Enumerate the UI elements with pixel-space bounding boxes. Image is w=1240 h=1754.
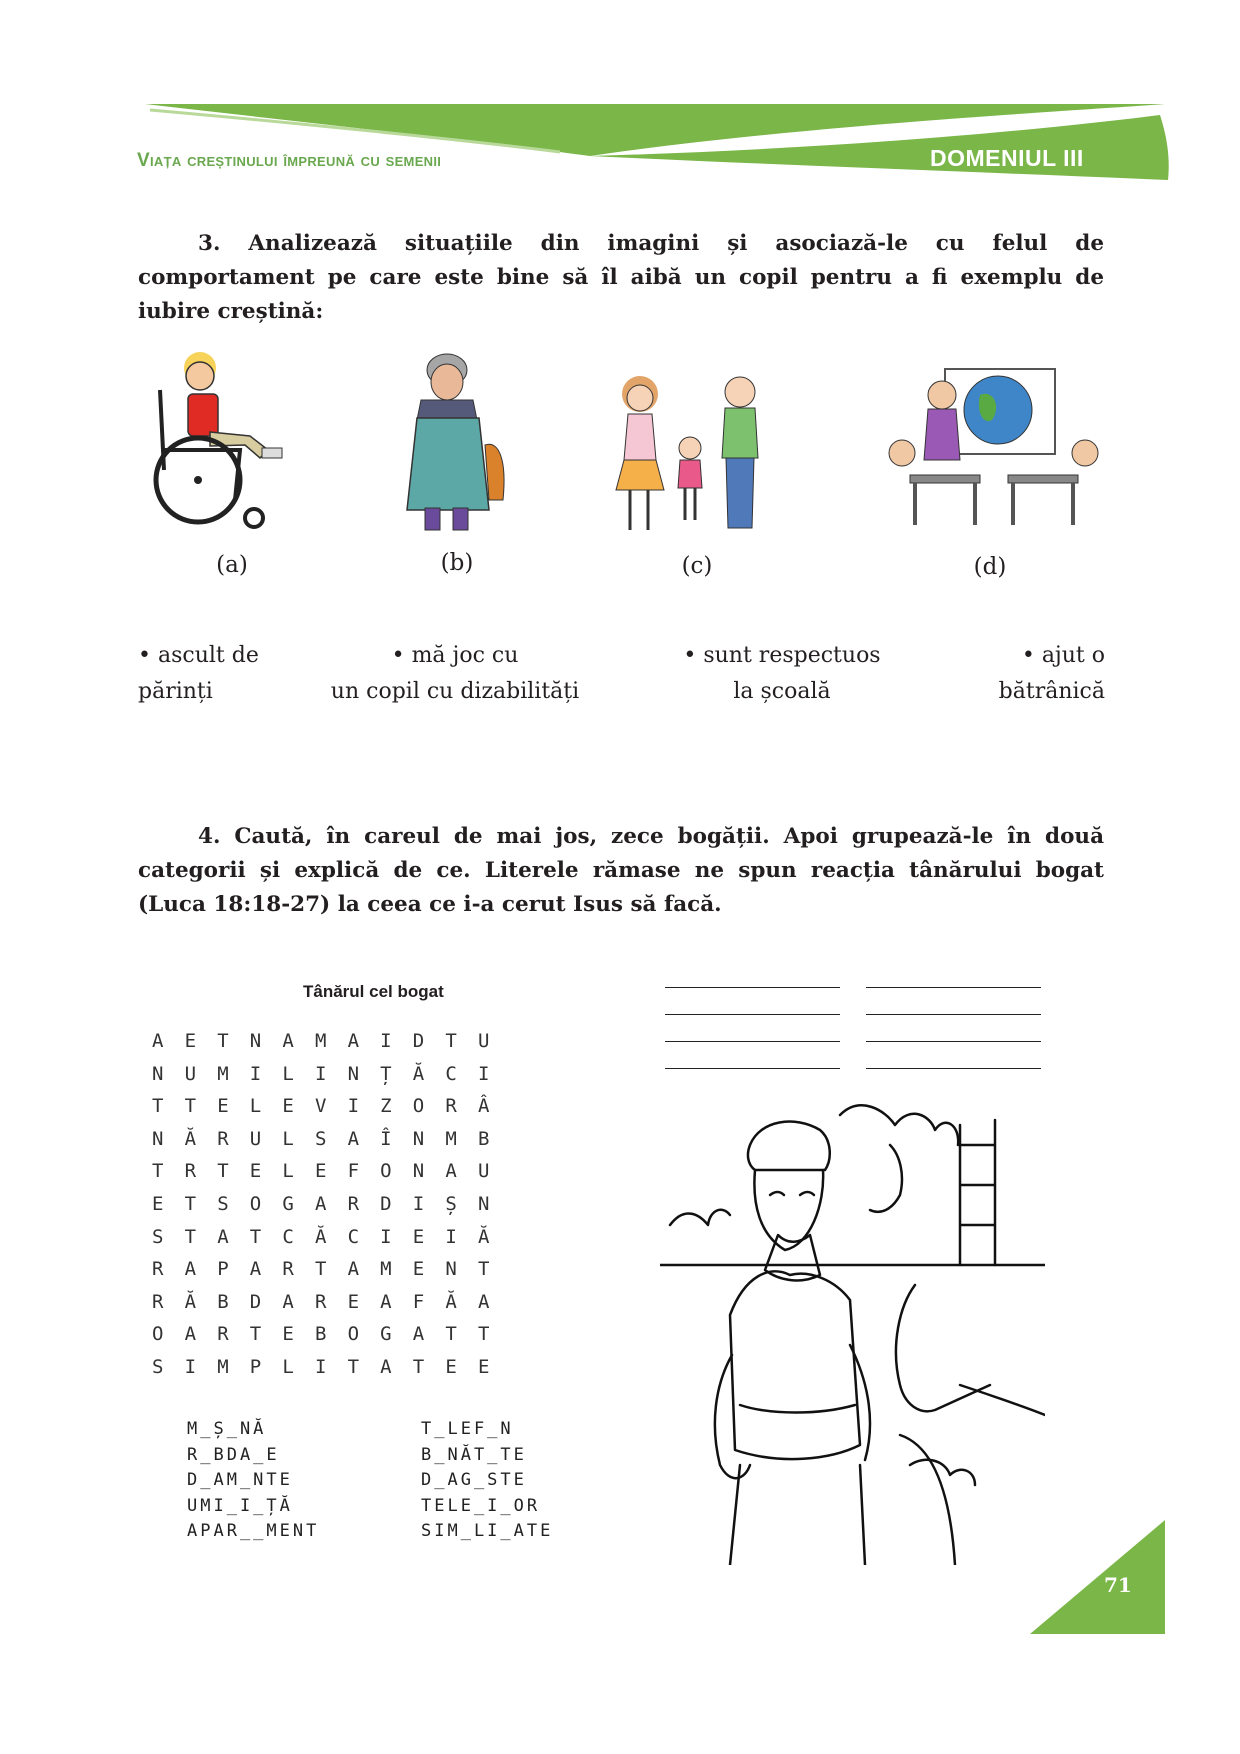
grid-cell[interactable]: A bbox=[412, 1323, 425, 1346]
grid-cell[interactable]: T bbox=[152, 1160, 164, 1183]
grid-cell[interactable]: I bbox=[477, 1062, 490, 1085]
hint: APAR__MENT bbox=[187, 1521, 320, 1541]
grid-cell[interactable]: A bbox=[380, 1290, 392, 1313]
grid-cell[interactable]: I bbox=[184, 1355, 197, 1378]
grid-cell[interactable]: N bbox=[249, 1030, 262, 1052]
answer-line[interactable] bbox=[866, 1014, 1041, 1015]
header-domain: DOMENIUL III bbox=[930, 145, 1084, 171]
grid-cell[interactable]: E bbox=[282, 1095, 294, 1118]
hint: T_LEF_N bbox=[421, 1419, 514, 1439]
grid-cell[interactable]: R bbox=[152, 1290, 164, 1313]
grid-cell[interactable]: S bbox=[152, 1355, 164, 1378]
grid-cell[interactable]: A bbox=[347, 1258, 360, 1281]
hint: B_NĂT_TE bbox=[421, 1444, 527, 1465]
hint: D_AG_STE bbox=[421, 1470, 527, 1490]
grid-cell[interactable]: M bbox=[217, 1062, 229, 1085]
option-help-old-lady: • ajut o bătrânică bbox=[998, 643, 1105, 704]
hint: TELE_I_OR bbox=[421, 1495, 541, 1516]
grid-cell[interactable]: I bbox=[314, 1355, 327, 1378]
grid-cell[interactable]: E bbox=[445, 1355, 457, 1378]
image-label-b: (b) bbox=[440, 550, 474, 576]
grid-cell[interactable]: Ă bbox=[314, 1225, 327, 1248]
grid-cell[interactable]: Z bbox=[380, 1095, 392, 1118]
grid-cell[interactable]: R bbox=[217, 1323, 229, 1346]
exercise-4-instruction: 4. Caută, în careul de mai jos, zece bogății. Apoi grupează-le în două categorii și explică de ce. Literele rămase ne spun reacția tânărului bogat (Luca 18:18-27) la ceea ce i-a cerut Isus să facă. bbox=[138, 824, 1104, 917]
hints-right bbox=[421, 1417, 553, 1545]
grid-cell[interactable]: T bbox=[184, 1225, 197, 1248]
grid-cell[interactable]: A bbox=[282, 1030, 294, 1052]
grid-cell[interactable]: R bbox=[217, 1127, 229, 1150]
grid-cell[interactable]: Ă bbox=[184, 1290, 197, 1313]
grid-cell[interactable]: A bbox=[380, 1355, 392, 1378]
grid-cell[interactable]: E bbox=[412, 1258, 425, 1281]
grid-cell[interactable]: L bbox=[282, 1355, 294, 1378]
hint: D_AM_NTE bbox=[187, 1470, 293, 1490]
grid-cell[interactable]: B bbox=[477, 1127, 490, 1150]
grid-cell[interactable]: C bbox=[347, 1225, 360, 1248]
family-illustration bbox=[610, 370, 775, 535]
grid-cell[interactable]: M bbox=[445, 1127, 457, 1150]
grid-cell[interactable]: O bbox=[380, 1160, 392, 1183]
word-search-grid[interactable] bbox=[152, 1025, 511, 1384]
grid-cell[interactable]: T bbox=[184, 1095, 197, 1118]
grid-cell[interactable]: C bbox=[445, 1062, 457, 1085]
old-woman-illustration bbox=[395, 350, 520, 540]
grid-cell[interactable]: A bbox=[152, 1030, 164, 1052]
grid-cell[interactable]: U bbox=[477, 1160, 490, 1183]
grid-cell[interactable]: L bbox=[282, 1062, 294, 1085]
hints-left bbox=[187, 1417, 319, 1545]
image-label-a: (a) bbox=[216, 552, 248, 578]
grid-cell[interactable]: R bbox=[445, 1095, 457, 1118]
grid-cell[interactable]: O bbox=[412, 1095, 425, 1118]
option-respectful-at-school: • sunt respectuos la școală bbox=[683, 643, 881, 704]
grid-cell[interactable]: T bbox=[445, 1030, 457, 1052]
grid-cell[interactable]: T bbox=[217, 1160, 229, 1183]
grid-cell[interactable]: R bbox=[282, 1258, 294, 1281]
answer-line[interactable] bbox=[866, 1068, 1041, 1069]
rich-young-man-coloring-illustration bbox=[660, 1085, 1045, 1565]
grid-cell[interactable]: E bbox=[152, 1192, 164, 1215]
image-label-d: (d) bbox=[973, 554, 1007, 580]
grid-cell[interactable]: A bbox=[282, 1290, 294, 1313]
hint: M_Ș_NĂ bbox=[187, 1419, 267, 1439]
grid-cell[interactable]: E bbox=[347, 1290, 360, 1313]
answer-line[interactable] bbox=[665, 1068, 840, 1069]
grid-cell[interactable]: E bbox=[249, 1160, 262, 1183]
grid-cell[interactable]: E bbox=[217, 1095, 229, 1118]
hint: R_BDA_E bbox=[187, 1444, 280, 1465]
grid-cell[interactable]: P bbox=[217, 1258, 229, 1281]
grid-cell[interactable]: I bbox=[380, 1030, 392, 1052]
grid-cell[interactable]: M bbox=[314, 1030, 327, 1052]
grid-cell[interactable]: A bbox=[445, 1160, 457, 1183]
grid-cell[interactable]: R bbox=[152, 1258, 164, 1281]
grid-cell[interactable]: O bbox=[152, 1323, 164, 1346]
grid-cell[interactable]: I bbox=[445, 1225, 457, 1248]
grid-cell[interactable]: U bbox=[184, 1062, 197, 1085]
grid-cell[interactable]: Â bbox=[477, 1095, 490, 1118]
grid-cell[interactable]: O bbox=[347, 1323, 360, 1346]
grid-cell[interactable]: E bbox=[184, 1030, 197, 1052]
grid-cell[interactable]: G bbox=[380, 1323, 392, 1346]
grid-cell[interactable]: U bbox=[477, 1030, 490, 1052]
grid-cell[interactable]: T bbox=[314, 1258, 327, 1281]
grid-cell[interactable]: Ă bbox=[445, 1290, 457, 1313]
grid-cell[interactable]: I bbox=[380, 1225, 392, 1248]
grid-cell[interactable]: E bbox=[282, 1323, 294, 1346]
grid-cell[interactable]: S bbox=[152, 1225, 164, 1248]
grid-cell[interactable]: R bbox=[347, 1192, 360, 1215]
answer-line[interactable] bbox=[665, 987, 840, 988]
grid-cell[interactable]: V bbox=[314, 1095, 327, 1118]
grid-cell[interactable]: Ș bbox=[445, 1192, 457, 1215]
grid-cell[interactable]: A bbox=[314, 1192, 327, 1215]
grid-cell[interactable]: R bbox=[184, 1160, 197, 1183]
grid-cell[interactable]: L bbox=[282, 1160, 294, 1183]
grid-cell[interactable]: A bbox=[184, 1323, 197, 1346]
grid-cell[interactable]: M bbox=[217, 1355, 229, 1378]
grid-cell[interactable]: A bbox=[184, 1258, 197, 1281]
exercise-3-instruction: 3. Analizează situațiile din imagini și asociază-le cu felul de comportament pe care este bine să îl aibă un copil pentru a fi exemplu de iubire creștină: bbox=[138, 231, 1104, 324]
grid-cell[interactable]: Ț bbox=[380, 1062, 392, 1085]
option-listen-parents: • ascult de părinți bbox=[138, 643, 259, 704]
grid-cell[interactable]: A bbox=[347, 1127, 360, 1150]
grid-cell[interactable]: T bbox=[347, 1355, 360, 1378]
grid-cell[interactable]: I bbox=[347, 1095, 360, 1118]
grid-cell[interactable]: N bbox=[412, 1160, 425, 1183]
grid-cell[interactable]: I bbox=[249, 1062, 262, 1085]
grid-cell[interactable]: F bbox=[412, 1290, 425, 1313]
grid-cell[interactable]: N bbox=[152, 1127, 164, 1150]
grid-cell[interactable]: T bbox=[184, 1192, 197, 1215]
grid-cell[interactable]: A bbox=[249, 1258, 262, 1281]
grid-cell[interactable]: E bbox=[477, 1355, 490, 1378]
grid-cell[interactable]: D bbox=[249, 1290, 262, 1313]
grid-cell[interactable]: Ă bbox=[184, 1127, 197, 1150]
grid-cell[interactable]: O bbox=[249, 1192, 262, 1215]
grid-cell[interactable]: T bbox=[152, 1095, 164, 1118]
grid-cell[interactable]: Î bbox=[380, 1127, 392, 1150]
grid-cell[interactable]: U bbox=[249, 1127, 262, 1150]
image-label-c: (c) bbox=[681, 553, 713, 579]
grid-cell[interactable]: T bbox=[249, 1225, 262, 1248]
grid-cell[interactable]: N bbox=[477, 1192, 490, 1215]
answer-line[interactable] bbox=[665, 1014, 840, 1015]
grid-cell[interactable]: T bbox=[477, 1258, 490, 1281]
grid-cell[interactable]: T bbox=[217, 1030, 229, 1052]
grid-cell[interactable]: D bbox=[380, 1192, 392, 1215]
answer-line[interactable] bbox=[866, 1041, 1041, 1042]
grid-cell[interactable]: B bbox=[217, 1290, 229, 1313]
grid-cell[interactable]: A bbox=[347, 1030, 360, 1052]
grid-cell[interactable]: T bbox=[477, 1323, 490, 1346]
grid-cell[interactable]: C bbox=[282, 1225, 294, 1248]
grid-cell[interactable]: F bbox=[347, 1160, 360, 1183]
page-number: 71 bbox=[1104, 1573, 1132, 1597]
grid-cell[interactable]: T bbox=[445, 1323, 457, 1346]
header-title: Viața creștinului împreună cu semenii bbox=[137, 150, 442, 171]
grid-cell[interactable]: P bbox=[249, 1355, 262, 1378]
grid-cell[interactable]: T bbox=[412, 1355, 425, 1378]
grid-cell[interactable]: I bbox=[314, 1062, 327, 1085]
grid-cell[interactable]: G bbox=[282, 1192, 294, 1215]
grid-cell[interactable]: N bbox=[412, 1127, 425, 1150]
grid-cell[interactable]: S bbox=[217, 1192, 229, 1215]
grid-cell[interactable]: N bbox=[347, 1062, 360, 1085]
grid-cell[interactable]: Ă bbox=[477, 1225, 490, 1248]
grid-cell[interactable]: A bbox=[217, 1225, 229, 1248]
grid-cell[interactable]: D bbox=[412, 1030, 425, 1052]
answer-line[interactable] bbox=[866, 987, 1041, 988]
grid-cell[interactable]: L bbox=[249, 1095, 262, 1118]
grid-cell[interactable]: Ă bbox=[412, 1062, 425, 1085]
option-play-with-child: • mă joc cu un copil cu dizabilități bbox=[330, 643, 580, 704]
grid-cell[interactable]: N bbox=[152, 1062, 164, 1085]
grid-cell[interactable]: I bbox=[412, 1192, 425, 1215]
grid-cell[interactable]: L bbox=[282, 1127, 294, 1150]
hint: SIM_LI_ATE bbox=[421, 1521, 554, 1541]
grid-cell[interactable]: B bbox=[314, 1323, 327, 1346]
grid-cell[interactable]: R bbox=[314, 1290, 327, 1313]
classroom-illustration bbox=[880, 365, 1105, 535]
grid-cell[interactable]: S bbox=[314, 1127, 327, 1150]
grid-cell[interactable]: E bbox=[412, 1225, 425, 1248]
grid-cell[interactable]: T bbox=[249, 1323, 262, 1346]
grid-cell[interactable]: A bbox=[477, 1290, 490, 1313]
word-search-title: Tânărul cel bogat bbox=[303, 982, 444, 1001]
grid-cell[interactable]: E bbox=[314, 1160, 327, 1183]
wheelchair-child-illustration bbox=[150, 350, 315, 535]
hint: UMI_I_ȚĂ bbox=[187, 1495, 293, 1516]
grid-cell[interactable]: N bbox=[445, 1258, 457, 1281]
grid-cell[interactable]: M bbox=[380, 1258, 392, 1281]
answer-line[interactable] bbox=[665, 1041, 840, 1042]
page-corner bbox=[1030, 1520, 1240, 1754]
